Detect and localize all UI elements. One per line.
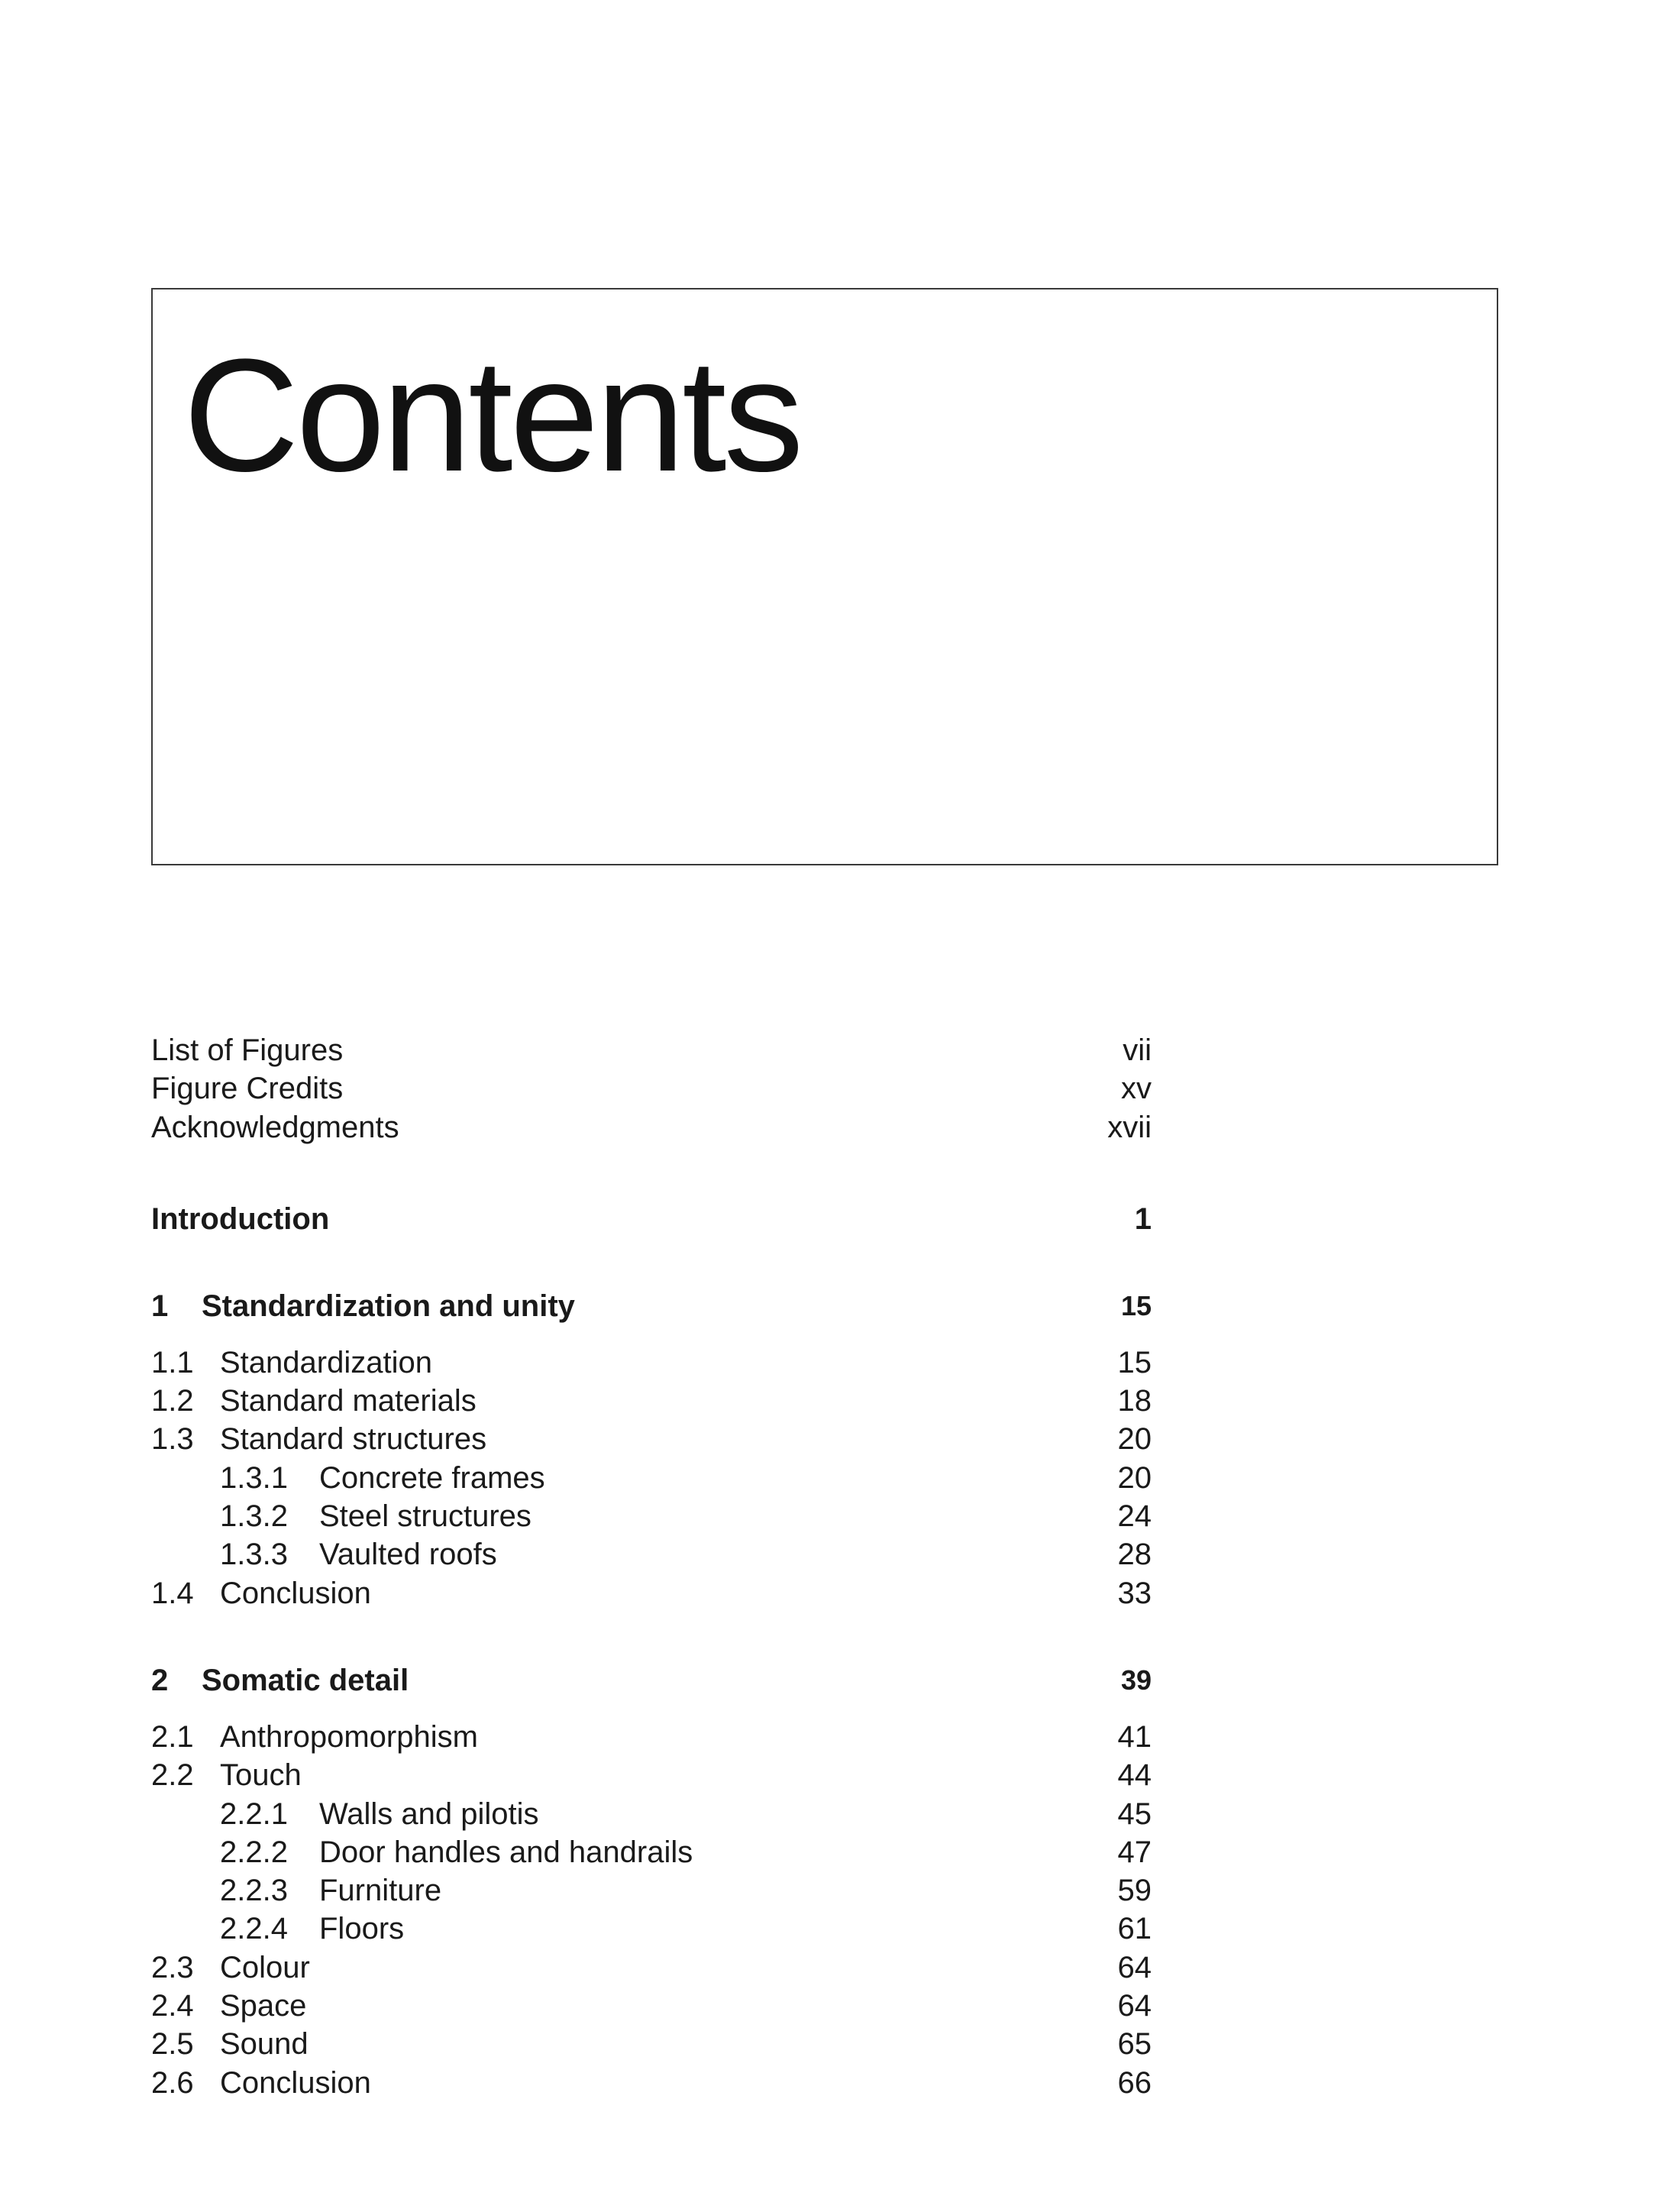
section-label: Walls and pilotis (319, 1797, 539, 1831)
section-label: Vaulted roofs (319, 1538, 497, 1572)
section-label: Door handles and handrails (319, 1835, 693, 1869)
section-label: Anthropomorphism (220, 1719, 478, 1754)
section-label: Standardization (220, 1345, 432, 1379)
toc-entry-page: vii (1123, 1033, 1152, 1067)
toc-section-entry[interactable] (151, 1871, 1152, 1910)
title-box (151, 288, 1498, 865)
toc-section-entry[interactable] (151, 1344, 1152, 1382)
toc-section-entry[interactable] (151, 1718, 1152, 1756)
section-label: Standard materials (220, 1384, 477, 1418)
section-page: 18 (1117, 1384, 1152, 1418)
toc-entry-figure-credits[interactable] (151, 1069, 1152, 1108)
toc-section-entry[interactable] (151, 1910, 1152, 1948)
section-page: 20 (1117, 1422, 1152, 1457)
section-page: 44 (1117, 1758, 1152, 1793)
chapters-list (151, 1238, 1152, 2102)
spacer (151, 1147, 1152, 1200)
toc-entry-label: Figure Credits (151, 1072, 344, 1106)
toc-section-entry[interactable] (151, 1833, 1152, 1871)
section-page: 15 (1117, 1345, 1152, 1379)
toc-entry-acknowledgments[interactable] (151, 1108, 1152, 1147)
section-label: Conclusion (220, 1576, 371, 1610)
section-label: Standard structures (220, 1422, 487, 1457)
section-number: 2.1 (151, 1719, 194, 1754)
section-page: 33 (1117, 1576, 1152, 1610)
section-number: 1.3.1 (220, 1460, 288, 1495)
section-label: Sound (220, 2027, 309, 2062)
toc-entry-label: List of Figures (151, 1033, 344, 1067)
toc-entry-label: Introduction (151, 1201, 330, 1236)
section-page: 47 (1117, 1835, 1152, 1869)
section-label: Conclusion (220, 2065, 371, 2100)
section-number: 1.2 (151, 1384, 194, 1418)
section-label: Steel structures (319, 1499, 531, 1534)
spacer (151, 1700, 1152, 1718)
section-page: 61 (1117, 1912, 1152, 1946)
section-page: 59 (1117, 1874, 1152, 1908)
toc-section-entry[interactable] (151, 2064, 1152, 2102)
section-page: 28 (1117, 1538, 1152, 1572)
toc-entry-page: xvii (1107, 1110, 1152, 1144)
toc-section-entry[interactable] (151, 1459, 1152, 1497)
section-label: Furniture (319, 1874, 442, 1908)
section-label: Colour (220, 1950, 310, 1984)
section-number: 2.2.2 (220, 1835, 288, 1869)
toc-section-entry[interactable] (151, 1535, 1152, 1573)
toc-section-entry[interactable] (151, 1420, 1152, 1458)
section-number: 1.1 (151, 1345, 194, 1379)
toc-section-entry[interactable] (151, 1574, 1152, 1612)
section-page: 41 (1117, 1719, 1152, 1754)
front-matter-list (151, 1031, 1152, 1147)
toc-chapter-heading[interactable] (151, 1287, 1152, 1325)
toc-section-entry[interactable] (151, 1497, 1152, 1535)
chapter-title: Somatic detail (202, 1663, 409, 1697)
section-label: Concrete frames (319, 1460, 545, 1495)
section-number: 2.2.1 (220, 1797, 288, 1831)
toc-section-entry[interactable] (151, 1987, 1152, 2025)
section-page: 64 (1117, 1989, 1152, 2023)
section-page: 65 (1117, 2027, 1152, 2062)
section-label: Space (220, 1989, 307, 2023)
section-number: 1.3.2 (220, 1499, 288, 1534)
chapter-title: Standardization and unity (202, 1289, 575, 1323)
spacer (151, 1612, 1152, 1661)
toc-section-entry[interactable] (151, 1756, 1152, 1794)
spacer (151, 1325, 1152, 1344)
toc-entry-list-of-figures[interactable] (151, 1031, 1152, 1069)
section-number: 1.3 (151, 1422, 194, 1457)
page-title: Contents (183, 325, 801, 505)
toc-section-entry[interactable] (151, 1382, 1152, 1420)
section-page: 24 (1117, 1499, 1152, 1534)
section-number: 2.6 (151, 2065, 194, 2100)
toc-entry-page: 1 (1134, 1201, 1152, 1236)
chapter-page: 15 (1120, 1289, 1152, 1321)
toc-entry-introduction[interactable] (151, 1200, 1152, 1238)
section-number: 2.5 (151, 2027, 194, 2062)
toc-chapter-heading[interactable] (151, 1661, 1152, 1700)
toc-section-entry[interactable] (151, 2025, 1152, 2063)
chapter-number: 1 (151, 1289, 169, 1323)
section-number: 2.3 (151, 1950, 194, 1984)
section-number: 2.2 (151, 1758, 194, 1793)
toc-entry-label: Acknowledgments (151, 1110, 399, 1144)
toc-section-entry[interactable] (151, 1949, 1152, 1987)
spacer (151, 1238, 1152, 1287)
section-number: 2.4 (151, 1989, 194, 2023)
toc-section-entry[interactable] (151, 1795, 1152, 1833)
section-page: 64 (1117, 1950, 1152, 1984)
section-page: 45 (1117, 1797, 1152, 1831)
section-number: 2.2.3 (220, 1874, 288, 1908)
toc-entry-page: xv (1121, 1072, 1152, 1106)
section-number: 2.2.4 (220, 1912, 288, 1946)
chapter-page: 39 (1120, 1664, 1152, 1696)
section-number: 1.3.3 (220, 1538, 288, 1572)
chapter-number: 2 (151, 1663, 169, 1697)
section-label: Touch (220, 1758, 302, 1793)
section-label: Floors (319, 1912, 405, 1946)
table-of-contents (151, 1031, 1152, 2102)
section-page: 66 (1117, 2065, 1152, 2100)
section-page: 20 (1117, 1460, 1152, 1495)
section-number: 1.4 (151, 1576, 194, 1610)
